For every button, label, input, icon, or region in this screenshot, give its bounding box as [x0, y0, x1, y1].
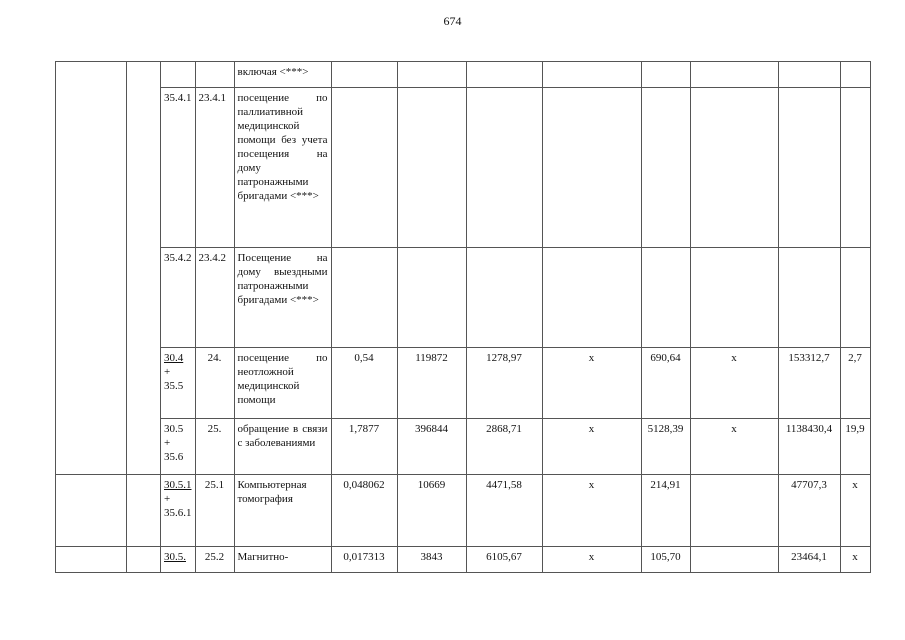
cell-v2 — [397, 62, 466, 88]
cell-v3: 1278,97 — [466, 348, 542, 419]
group-cell-a — [56, 62, 127, 475]
cell-code-b: 24. — [195, 348, 234, 419]
cell-name: посещение по неотложной медицинской помощи — [234, 348, 331, 419]
cell-v3: 2868,71 — [466, 419, 542, 475]
cell-v2: 119872 — [397, 348, 466, 419]
code-link[interactable]: 30.4 — [164, 352, 184, 364]
group-cell-a — [56, 547, 127, 573]
table-row — [56, 88, 871, 248]
tariff-table — [55, 61, 871, 573]
cell-name: посещение по паллиативной медицинской помощи без учета посещения на дому патронажными бригадами <***> — [234, 88, 331, 248]
table-row — [56, 62, 871, 88]
cell-v6 — [690, 547, 778, 573]
group-cell-a — [56, 475, 127, 547]
cell-v1 — [331, 62, 397, 88]
table-row — [56, 547, 871, 573]
cell-v1: 1,7877 — [331, 419, 397, 475]
cell-v1: 0,54 — [331, 348, 397, 419]
cell-v1: 0,017313 — [331, 547, 397, 573]
cell-v8: 19,9 — [840, 419, 870, 475]
group-cell-b — [127, 547, 161, 573]
cell-v5: 105,70 — [641, 547, 690, 573]
cell-name: обращение в связи с заболеваниями — [234, 419, 331, 475]
cell-v7: 23464,1 — [778, 547, 840, 573]
cell-v1 — [331, 248, 397, 348]
cell-code-b: 25. — [195, 419, 234, 475]
cell-v6 — [690, 88, 778, 248]
cell-v8: x — [840, 475, 870, 547]
cell-v1 — [331, 88, 397, 248]
table-row — [56, 248, 871, 348]
cell-v8 — [840, 248, 870, 348]
cell-v7 — [778, 248, 840, 348]
cell-v2 — [397, 88, 466, 248]
cell-code-a: 30.5 + 35.6 — [161, 419, 196, 475]
cell-v4: x — [542, 547, 641, 573]
cell-v5: 214,91 — [641, 475, 690, 547]
cell-v2 — [397, 248, 466, 348]
cell-v6: x — [690, 419, 778, 475]
page-number: 674 — [443, 14, 462, 28]
code-rest: + 35.5 — [164, 366, 184, 392]
cell-v6 — [690, 62, 778, 88]
cell-v6: x — [690, 348, 778, 419]
cell-v2: 3843 — [397, 547, 466, 573]
cell-v8 — [840, 62, 870, 88]
code-link[interactable]: 30.5.1 — [164, 479, 192, 491]
cell-name: Магнитно- — [234, 547, 331, 573]
cell-v5: 5128,39 — [641, 419, 690, 475]
cell-v2: 10669 — [397, 475, 466, 547]
cell-code-b: 23.4.2 — [195, 248, 234, 348]
cell-v8 — [840, 88, 870, 248]
cell-v4: x — [542, 419, 641, 475]
cell-v4 — [542, 88, 641, 248]
group-cell-b — [127, 62, 161, 475]
cell-v6 — [690, 475, 778, 547]
cell-code-b: 25.2 — [195, 547, 234, 573]
cell-code-a: 35.4.1 — [161, 88, 196, 248]
cell-v7: 153312,7 — [778, 348, 840, 419]
cell-v4 — [542, 248, 641, 348]
cell-v6 — [690, 248, 778, 348]
cell-v7: 1138430,4 — [778, 419, 840, 475]
cell-v3 — [466, 88, 542, 248]
cell-v3: 6105,67 — [466, 547, 542, 573]
cell-code-a: 35.4.2 — [161, 248, 196, 348]
cell-name: Посещение на дому выездными патронажными бригадами <***> — [234, 248, 331, 348]
code-rest: + 35.6.1 — [164, 493, 192, 519]
cell-code-a — [161, 62, 196, 88]
cell-v4: x — [542, 348, 641, 419]
cell-name: Компьютерная томография — [234, 475, 331, 547]
cell-v3 — [466, 62, 542, 88]
table-row — [56, 419, 871, 475]
cell-code-a — [161, 348, 196, 419]
cell-v5 — [641, 62, 690, 88]
cell-v4 — [542, 62, 641, 88]
cell-v8: 2,7 — [840, 348, 870, 419]
cell-v5: 690,64 — [641, 348, 690, 419]
group-cell-b — [127, 475, 161, 547]
cell-code-b: 23.4.1 — [195, 88, 234, 248]
cell-code-a — [161, 475, 196, 547]
cell-name: включая <***> — [234, 62, 331, 88]
cell-v1: 0,048062 — [331, 475, 397, 547]
cell-v4: x — [542, 475, 641, 547]
table-row — [56, 475, 871, 547]
cell-v8: x — [840, 547, 870, 573]
cell-code-b — [195, 62, 234, 88]
cell-v5 — [641, 88, 690, 248]
cell-v3 — [466, 248, 542, 348]
cell-v5 — [641, 248, 690, 348]
cell-v2: 396844 — [397, 419, 466, 475]
cell-v7: 47707,3 — [778, 475, 840, 547]
cell-v7 — [778, 62, 840, 88]
cell-v7 — [778, 88, 840, 248]
table-row — [56, 348, 871, 419]
code-link[interactable]: 30.5. — [164, 551, 186, 563]
cell-v3: 4471,58 — [466, 475, 542, 547]
cell-code-b: 25.1 — [195, 475, 234, 547]
cell-code-a — [161, 547, 196, 573]
